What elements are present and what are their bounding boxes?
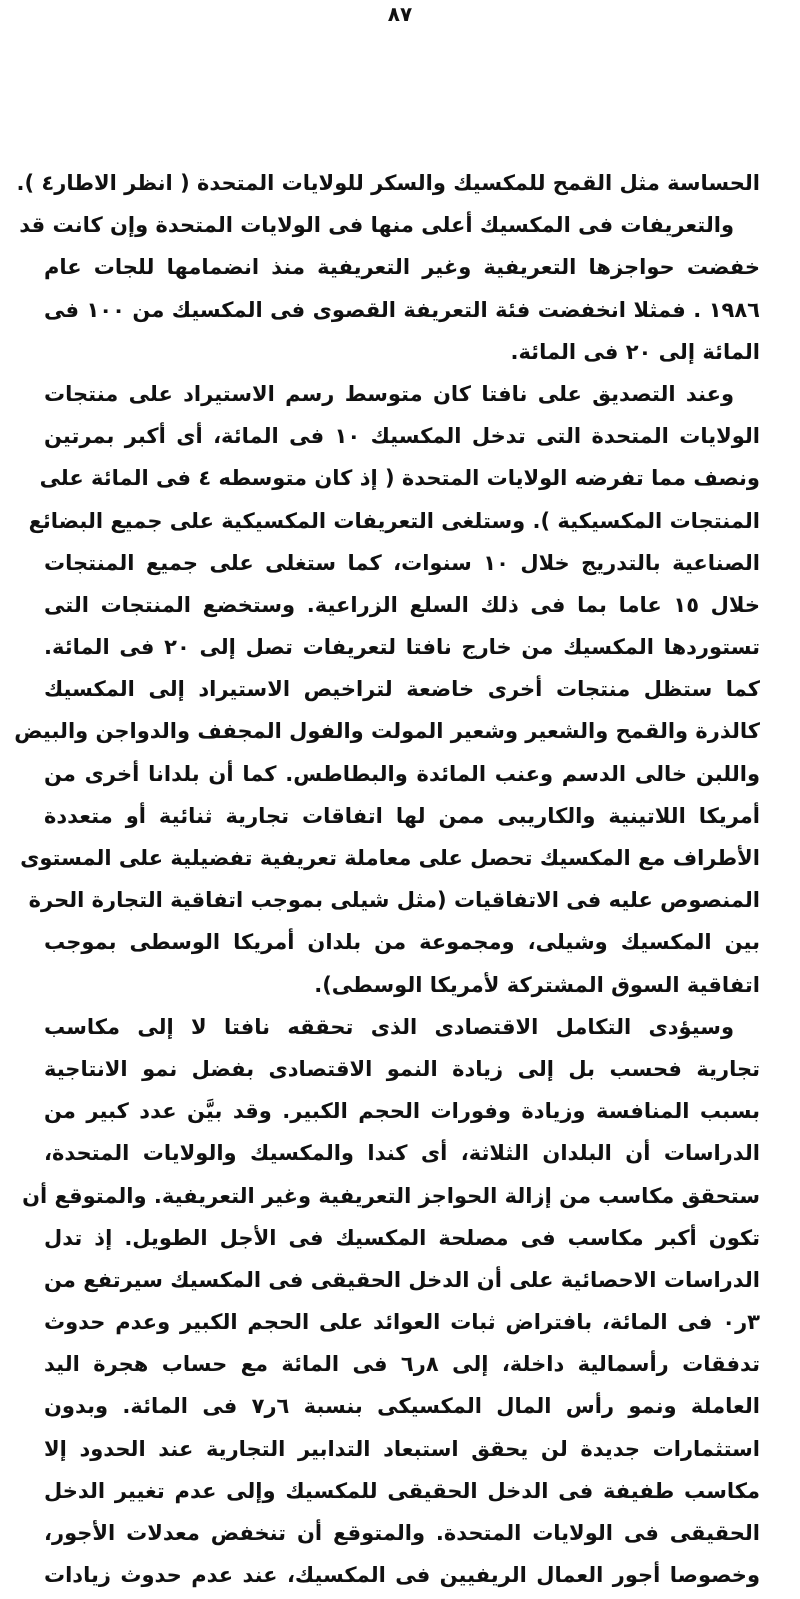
text-line: تكون أكبر مكاسب فى مصلحة المكسيك فى الأجل الطويل. إذ تدل	[44, 1225, 760, 1250]
text-line: ونصف مما تفرضه الولايات المتحدة ( إذ كان متوسطه ٤ فى المائة على	[39, 466, 760, 491]
text-line: كالذرة والقمح والشعير وشعير المولت والفول المجفف والدواجن والبيض	[14, 719, 760, 744]
text-line: المنتجات المكسيكية ). وستلغى التعريفات المكسيكية على جميع البضائع	[28, 508, 760, 533]
text-line: أمريكا اللاتينية والكاريبى ممن لها اتفاقات تجارية ثنائية أو متعددة	[44, 803, 760, 828]
text-line: استثمارات جديدة لن يحقق استبعاد التدابير التجارية عند الحدود إلا	[44, 1436, 760, 1461]
text-line: ٣ر٠ فى المائة، بافتراض ثبات العوائد على الحجم الكبير وعدم حدوث	[44, 1310, 760, 1335]
text-line: اتفاقية السوق المشتركة لأمريكا الوسطى).	[314, 972, 760, 997]
text-line: وسيؤدى التكامل الاقتصادى الذى تحققه نافتا لا إلى مكاسب	[44, 1014, 734, 1039]
text-line: بين المكسيك وشيلى، ومجموعة من بلدان أمريكا الوسطى بموجب	[44, 930, 760, 955]
text-line: المنصوص عليه فى الاتفاقيات (مثل شيلى بموجب اتفاقية التجارة الحرة	[28, 888, 760, 913]
text-line: مكاسب طفيفة فى الدخل الحقيقى للمكسيك وإلى عدم تغيير الدخل	[44, 1478, 760, 1503]
text-line: ١٩٨٦ . فمثلا انخفضت فئة التعريفة القصوى فى المكسيك من ١٠٠ فى	[44, 297, 761, 322]
text-line: تستوردها المكسيك من خارج نافتا لتعريفات تصل إلى ٢٠ فى المائة.	[44, 635, 760, 660]
text-line: وخصوصا أجور العمال الريفيين فى المكسيك، عند عدم حدوث زيادات	[44, 1563, 760, 1588]
page-number: ٨٧	[387, 2, 413, 26]
text-line: كما ستظل منتجات أخرى خاضعة لتراخيص الاستيراد إلى المكسيك	[44, 677, 760, 702]
text-line: والتعريفات فى المكسيك أعلى منها فى الولايات المتحدة وإن كانت قد	[19, 213, 734, 238]
text-line: المائة إلى ٢٠ فى المائة.	[510, 339, 760, 364]
body-text	[14, 162, 761, 1596]
text-line: العاملة ونمو رأس المال المكسيكى بنسبة ٦ر٧ فى المائة. وبدون	[44, 1394, 760, 1419]
text-line: ستحقق مكاسب من إزالة الحواجز التعريفية وغير التعريفية. والمتوقع أن	[22, 1183, 760, 1208]
text-line: الحساسة مثل القمح للمكسيك والسكر للولايات المتحدة ( انظر الاطار٤ ).	[16, 171, 760, 195]
text-line: تجارية فحسب بل إلى زيادة النمو الاقتصادى بفضل نمو الانتاجية	[44, 1056, 760, 1081]
text-line: الدراسات أن البلدان الثلاثة، أى كندا والمكسيك والولايات المتحدة،	[44, 1141, 760, 1166]
text-line: الأطراف مع المكسيك تحصل على معاملة تعريفية تفضيلية على المستوى	[20, 846, 760, 870]
text-line: الحقيقى فى الولايات المتحدة. والمتوقع أن تنخفض معدلات الأجور،	[44, 1521, 760, 1545]
text-line: خلال ١٥ عاما بما فى ذلك السلع الزراعية. وستخضع المنتجات التى	[44, 592, 760, 617]
text-line: الولايات المتحدة التى تدخل المكسيك ١٠ فى المائة، أى أكبر بمرتين	[44, 424, 760, 449]
text-line: بسبب المنافسة وزيادة وفورات الحجم الكبير. وقد بيَّن عدد كبير من	[44, 1099, 760, 1124]
text-line: وعند التصديق على نافتا كان متوسط رسم الاستيراد على منتجات	[44, 381, 734, 406]
text-line: واللبن خالى الدسم وعنب المائدة والبطاطس. كما أن بلدانا أخرى من	[44, 761, 760, 786]
text-line: خفضت حواجزها التعريفية وغير التعريفية منذ انضمامها للجات عام	[44, 255, 760, 280]
text-line: الدراسات الاحصائية على أن الدخل الحقيقى فى المكسيك سيرتفع من	[44, 1267, 760, 1292]
text-line: تدفقات رأسمالية داخلة، إلى ٨ر٦ فى المائة مع حساب هجرة اليد	[44, 1352, 761, 1377]
text-line: الصناعية بالتدريج خلال ١٠ سنوات، كما ستغلى على جميع المنتجات	[44, 550, 760, 575]
